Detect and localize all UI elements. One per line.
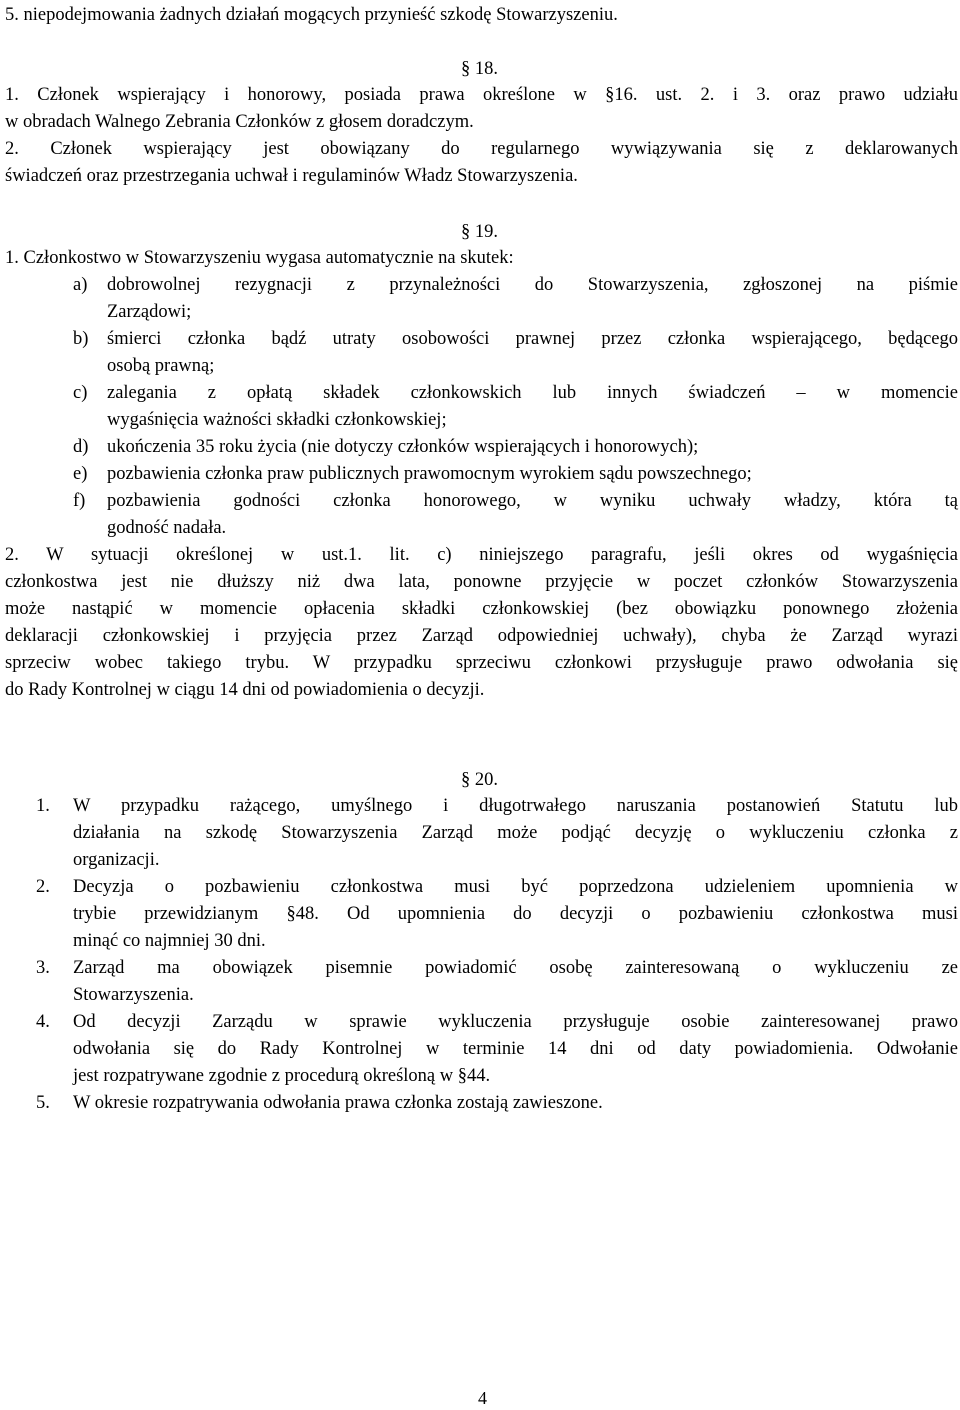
list-item-line: zalegania z opłatą składek członkowskich lub innych świadczeń – w momencie xyxy=(107,383,958,403)
section-19-letter-list xyxy=(5,272,958,542)
list-marker: 5. xyxy=(36,1093,50,1113)
section-18-point-2-line-2: świadczeń oraz przestrzegania uchwał i regulaminów Władz Stowarzyszenia. xyxy=(5,166,578,186)
list-marker: 2. xyxy=(36,877,50,897)
section-18-point-1-line-2: w obradach Walnego Zebrania Członków z głosem doradczym. xyxy=(5,112,474,132)
section-19-item xyxy=(5,380,958,434)
section-19-heading: § 19. xyxy=(461,222,498,242)
section-19-item xyxy=(5,434,958,461)
page-number: 4 xyxy=(478,1388,487,1408)
list-marker: 3. xyxy=(36,958,50,978)
section-20-item xyxy=(5,874,958,955)
list-item-line: trybie przewidzianym §48. Od upomnienia do decyzji o pozbawieniu członkostwa musi xyxy=(73,904,958,924)
section-19-point-2 xyxy=(5,542,958,704)
list-item-line: W okresie rozpatrywania odwołania prawa członka zostają zawieszone. xyxy=(73,1093,603,1113)
list-item-line: Od decyzji Zarządu w sprawie wykluczenia przysługuje osobie zainteresowanej prawo xyxy=(73,1012,958,1032)
list-item-line: działania na szkodę Stowarzyszenia Zarząd może podjąć decyzję o wykluczeniu członka z xyxy=(73,823,958,843)
list-marker: d) xyxy=(73,437,89,457)
list-item-line: Zarządowi; xyxy=(107,302,192,322)
list-marker: 1. xyxy=(36,796,50,816)
list-item-line: śmierci członka bądź utraty osobowości prawnej przez członka wspierającego, będącego xyxy=(107,329,958,349)
section-19-item xyxy=(5,461,958,488)
list-item-line: pozbawienia godności członka honorowego, w wyniku uchwały władzy, która tą xyxy=(107,491,958,511)
section-20-heading: § 20. xyxy=(461,770,498,790)
list-item-line: Zarząd ma obowiązek pisemnie powiadomić osobę zainteresowaną o wykluczeniu ze xyxy=(73,958,958,978)
list-marker: e) xyxy=(73,464,88,484)
section-20-item xyxy=(5,955,958,1009)
section-18-point-1-line-1: 1. Członek wspierający i honorowy, posiada prawa określone w §16. ust. 2. i 3. oraz prawo udziału xyxy=(5,85,958,105)
list-marker: a) xyxy=(73,275,88,295)
section-18-point-2-line-1: 2. Członek wspierający jest obowiązany do regularnego wywiązywania się z deklarowanych xyxy=(5,139,958,159)
list-marker: c) xyxy=(73,383,88,403)
list-marker: 4. xyxy=(36,1012,50,1032)
list-item-line: godność nadała. xyxy=(107,518,227,538)
list-item-line: wygaśnięcia ważności składki członkowskiej; xyxy=(107,410,447,430)
list-item-line: dobrowolnej rezygnacji z przynależności do Stowarzyszenia, zgłoszonej na piśmie xyxy=(107,275,958,295)
section-20-item xyxy=(5,1009,958,1090)
section-19-point-1: 1. Członkostwo w Stowarzyszeniu wygasa automatycznie na skutek: xyxy=(5,248,514,268)
section-19-item xyxy=(5,326,958,380)
list-marker: b) xyxy=(73,329,89,349)
section-18-body xyxy=(5,82,958,190)
section-20-list xyxy=(5,793,958,1117)
paragraph-line: do Rady Kontrolnej w ciągu 14 dni od powiadomienia o decyzji. xyxy=(5,680,485,700)
section-19-body xyxy=(5,245,958,704)
list-item-line: Stowarzyszenia. xyxy=(73,985,194,1005)
paragraph-line: 2. W sytuacji określonej w ust.1. lit. c) niniejszego paragrafu, jeśli okres od wygaśnięcia xyxy=(5,545,958,565)
list-item-line: jest rozpatrywane zgodnie z procedurą określoną w §44. xyxy=(73,1066,491,1086)
list-marker: f) xyxy=(73,491,86,511)
section-19-item xyxy=(5,272,958,326)
list-item-line: minąć co najmniej 30 dni. xyxy=(73,931,266,951)
section-18-heading: § 18. xyxy=(461,59,498,79)
list-item-line: pozbawienia członka praw publicznych prawomocnym wyrokiem sądu powszechnego; xyxy=(107,464,752,484)
list-item-line: ukończenia 35 roku życia (nie dotyczy członków wspierających i honorowych); xyxy=(107,437,699,457)
paragraph-line: sprzeciw wobec takiego trybu. W przypadku sprzeciwu członkowi przysługuje prawo odwołania się xyxy=(5,653,958,673)
list-item-line: organizacji. xyxy=(73,850,160,870)
paragraph-line: może nastąpić w momencie opłacenia składki członkowskiej (bez obowiązku ponownego złożenia xyxy=(5,599,958,619)
list-item-line: Decyzja o pozbawieniu członkostwa musi być poprzedzona udzieleniem upomnienia w xyxy=(73,877,958,897)
paragraph-line: członkostwa jest nie dłuższy niż dwa lata, ponowne przyjęcie w poczet członków Stowarzyszenia xyxy=(5,572,958,592)
list-item-line: osobą prawną; xyxy=(107,356,215,376)
section-19-item xyxy=(5,488,958,542)
section-20-item xyxy=(5,1090,958,1117)
list-item-line: W przypadku rażącego, umyślnego i długotrwałego naruszania postanowień Statutu lub xyxy=(73,796,958,816)
list-item-line: odwołania się do Rady Kontrolnej w terminie 14 dni od daty powiadomienia. Odwołanie xyxy=(73,1039,958,1059)
paragraph-line: deklaracji członkowskiej i przyjęcia przez Zarząd odpowiedniej uchwały), chyba że Zarząd wyrazi xyxy=(5,626,958,646)
section-20-item xyxy=(5,793,958,874)
paragraph-5-continuation: 5. niepodejmowania żadnych działań mogących przynieść szkodę Stowarzyszeniu. xyxy=(5,5,618,25)
